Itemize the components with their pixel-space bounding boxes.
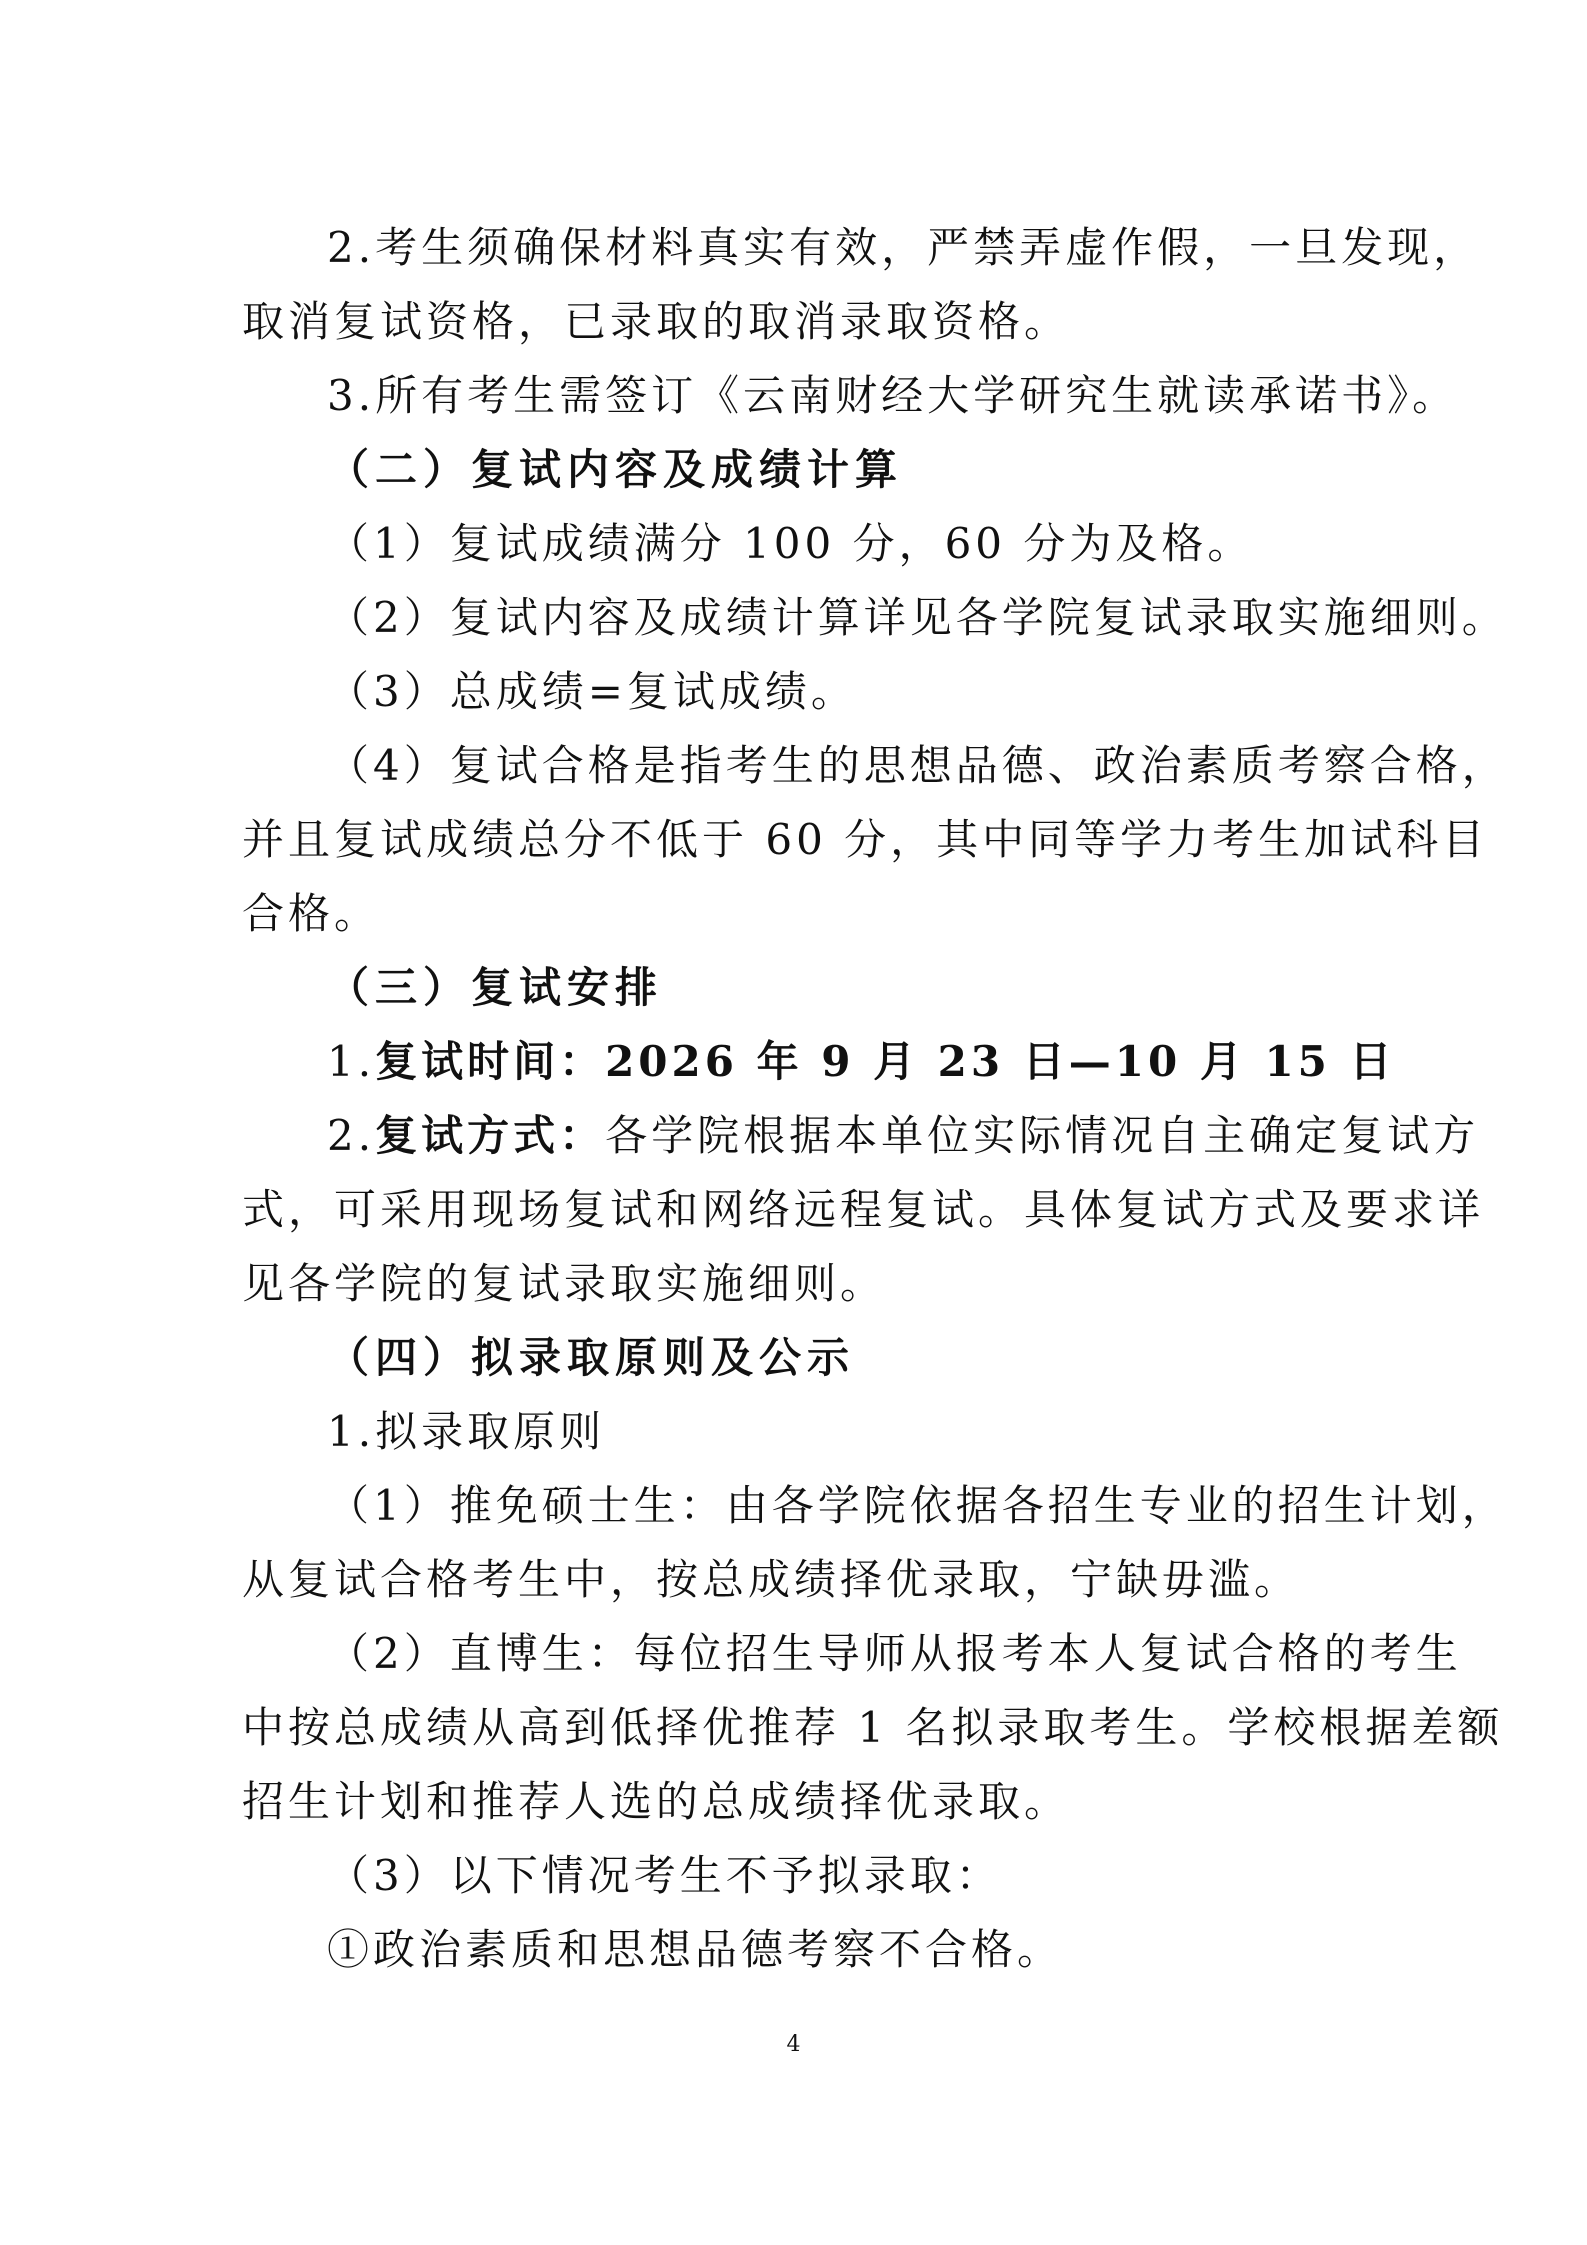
interview-time: 复试时间：2026 年 9 月 23 日—10 月 15 日 <box>375 1037 1396 1086</box>
paragraph-line: （4）复试合格是指考生的思想品德、政治素质考察合格， <box>327 741 1508 790</box>
paragraph-line <box>327 1034 1396 1090</box>
paragraph-line: （3）以下情况考生不予拟录取： <box>327 1851 1002 1900</box>
paragraph-line: ①政治素质和思想品德考察不合格。 <box>327 1925 1064 1974</box>
paragraph-line: 招生计划和推荐人选的总成绩择优录取。 <box>242 1777 1071 1826</box>
item-number: 2. <box>327 1111 376 1160</box>
interview-method-label: 复试方式： <box>375 1111 606 1160</box>
paragraph-line: （3）总成绩=复试成绩。 <box>327 667 857 716</box>
paragraph-line: （2）直博生：每位招生导师从报考本人复试合格的考生 <box>327 1629 1462 1678</box>
paragraph-line: 中按总成绩从高到低择优推荐 1 名拟录取考生。学校根据差额 <box>242 1703 1504 1752</box>
section-heading: （四）拟录取原则及公示 <box>327 1333 856 1382</box>
paragraph-line: 2.考生须确保材料真实有效，严禁弄虚作假，一旦发现， <box>327 223 1480 272</box>
section-heading: （二）复试内容及成绩计算 <box>327 445 904 494</box>
paragraph-line: 并且复试成绩总分不低于 60 分，其中同等学力考生加试科目 <box>242 815 1489 864</box>
paragraph-line: （2）复试内容及成绩计算详见各学院复试录取实施细则。 <box>327 593 1508 642</box>
item-number: 1. <box>327 1037 376 1086</box>
paragraph-line: 从复试合格考生中，按总成绩择优录取，宁缺毋滥。 <box>242 1555 1301 1604</box>
interview-method-text: 各学院根据本单位实际情况自主确定复试方 <box>605 1111 1480 1160</box>
paragraph-line: 式，可采用现场复试和网络远程复试。具体复试方式及要求详 <box>242 1185 1485 1234</box>
paragraph-line: 合格。 <box>242 889 381 938</box>
paragraph-line: 3.所有考生需签订《云南财经大学研究生就读承诺书》。 <box>327 371 1459 420</box>
paragraph-line: 见各学院的复试录取实施细则。 <box>242 1259 887 1308</box>
paragraph-line: 取消复试资格，已录取的取消录取资格。 <box>242 297 1071 346</box>
paragraph-line: （1）推免硕士生：由各学院依据各招生专业的招生计划， <box>327 1481 1508 1530</box>
paragraph-line: （1）复试成绩满分 100 分，60 分为及格。 <box>327 519 1254 568</box>
paragraph-line: 1.拟录取原则 <box>327 1407 606 1456</box>
page-number: 4 <box>786 2032 801 2057</box>
section-heading: （三）复试安排 <box>327 963 664 1012</box>
paragraph-line <box>327 1108 1480 1164</box>
